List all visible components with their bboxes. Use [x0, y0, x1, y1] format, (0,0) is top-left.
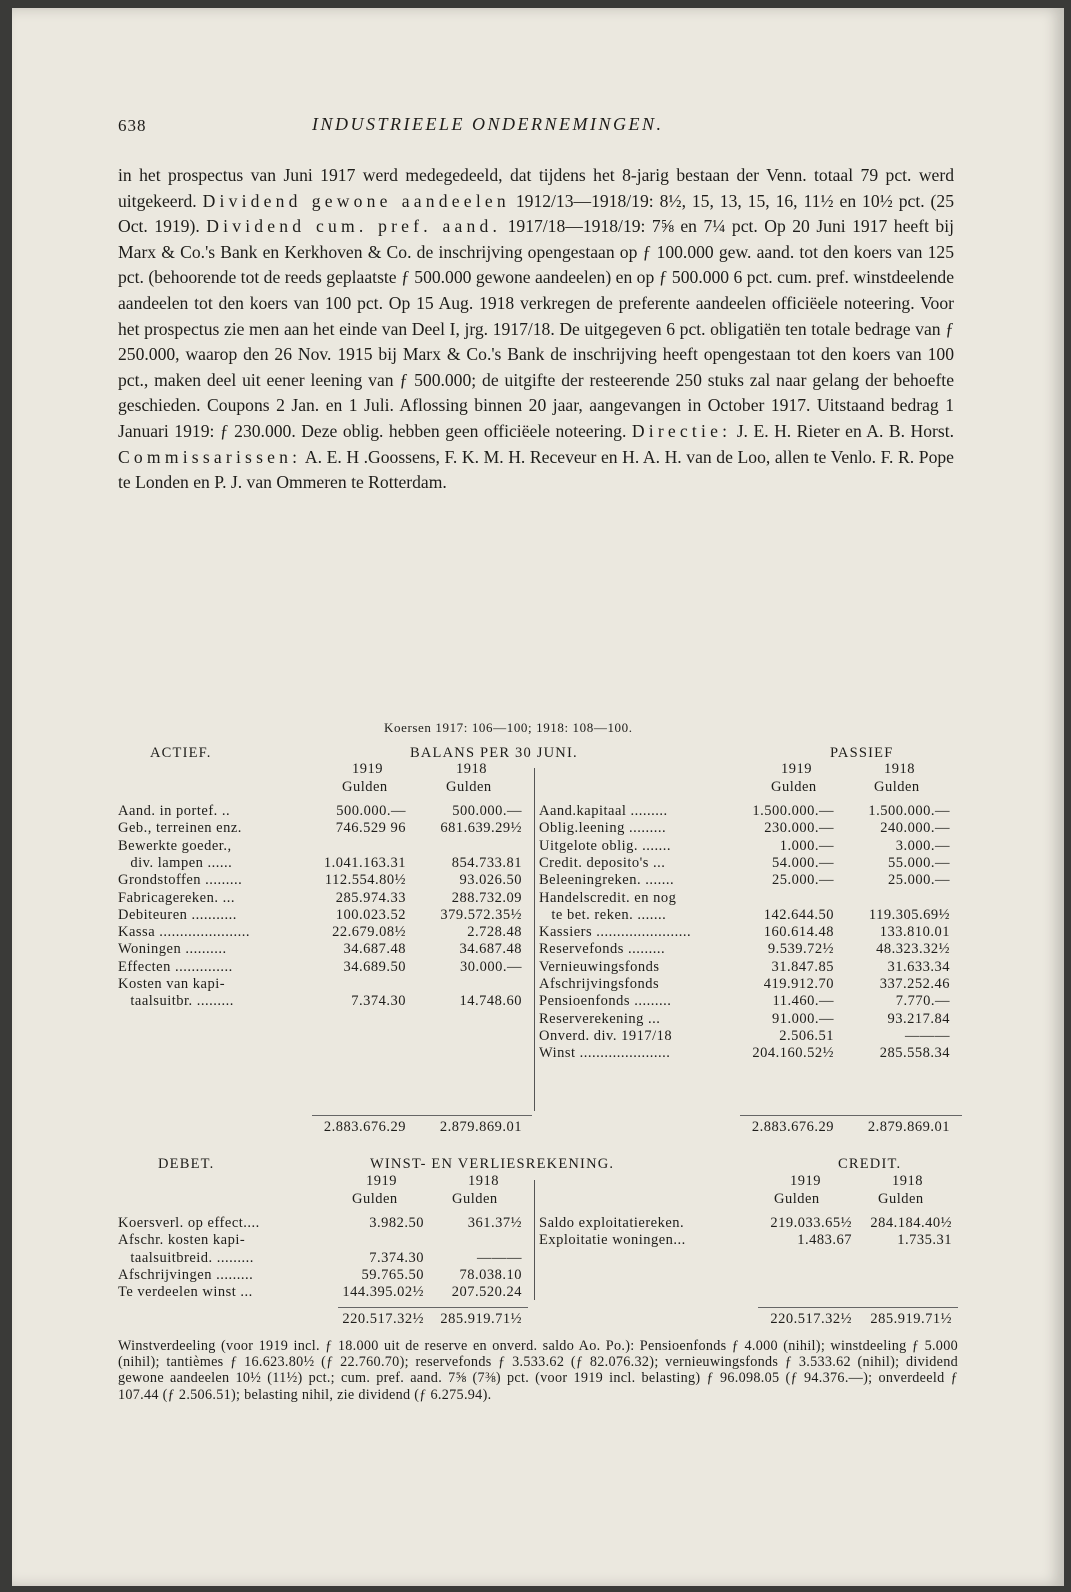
ledger-label: taalsuitbr. .........	[118, 993, 234, 1010]
ledger-value-1919: 91.000.—	[772, 1010, 834, 1027]
ledger-value-1919: 285.974.33	[335, 889, 406, 906]
ledger-value-1919: 219.033.65½	[770, 1215, 852, 1231]
ledger-value-1918: ———	[477, 1249, 522, 1266]
spaced-heading-commissarissen: Commissarissen:	[118, 446, 302, 467]
ledger-value-1918: 7.770.—	[895, 993, 950, 1010]
ledger-value-1918: 379.572.35½	[440, 906, 522, 923]
ledger-label: Reservefonds .........	[539, 941, 666, 958]
ledger-label: Debiteuren ...........	[118, 906, 237, 923]
total-passief-1919: 2.883.676.29	[751, 1119, 834, 1135]
ledger-label: Vernieuwingsfonds	[539, 958, 660, 975]
ledger-label: Effecten ..............	[118, 958, 233, 975]
ledger-label: Kassiers .......................	[539, 924, 692, 941]
year-header: 1919	[366, 1173, 397, 1189]
debet-title: DEBET.	[158, 1156, 215, 1172]
ledger-value-1918: 93.026.50	[459, 872, 522, 889]
unit-header: Gulden	[342, 779, 388, 795]
body-segment: 1917/18—1918/19: 7⅝ en 7¼ pct. Op 20 Juni 1917 heeft bij Marx & Co.'s Bank en Kerkhoven & Co. de inschrijving opengestaan op ƒ 100.000 gew. aand. tot den koers van 125 pct. (behoorende tot de reeds geplaatste ƒ 500.000 gewone aandeelen) en op ƒ 500.000 6 pct. cum. pref. winstdeelende aandeelen tot den koers van 100 pct. Op 15 Aug. 1918 verkregen de preferente aandeelen officiëele noteering. Voor het prospectus zie men aan het einde van Deel I, jrg. 1917/18. De uitgegeven 6 pct. obligatiën ten totale bedrage van ƒ 250.000, waarop den 26 Nov. 1915 bij Marx & Co.'s Bank de inschrijving heeft opengestaan tot den koers van 100 pct., maken deel uit eener leening van ƒ 500.000; de uitgifte der resteerende 250 stuks zal naar gelang der behoefte geschieden. Coupons 2 Jan. en 1 Juli. Aflossing binnen 20 jaar, aangevangen in October 1917. Uitstaand bedrag 1 Januari 1919: ƒ 230.000. Deze oblig. hebben geen officiëele noteering.	[118, 216, 954, 441]
unit-header: Gulden	[774, 1191, 820, 1207]
ledger-label: Afschrijvingsfonds	[539, 976, 660, 992]
ledger-label: Oblig.leening .........	[539, 820, 667, 837]
ledger-value-1918: 361.37½	[467, 1215, 522, 1231]
ledger-label: Afschr. kosten kapi-	[118, 1232, 246, 1249]
total-actief-1919: 2.883.676.29	[323, 1119, 406, 1135]
ledger-label: Fabricagereken. ...	[118, 889, 235, 906]
winstverdeeling-note: Winstverdeeling (voor 1919 incl. ƒ 18.000 uit de reserve en onverd. saldo Ao. Po.): Pensioenfonds ƒ 4.000 (nihil); winstdeeling ƒ 5.000 (nihil); tantièmes ƒ 16.623.80½ (ƒ 22.760.70); reservefonds ƒ 3.533.62 (ƒ 82.076.32); vernieuwingsfonds ƒ 3.533.62 (nihil); dividend gewone aandeelen 10½ (11½) pct.; cum. pref. aand. 7⅝ (7⅜) pct. (voor 1919 incl. belasting) ƒ 96.098.05 (ƒ 94.376.—); onverdeeld ƒ 107.44 (ƒ 2.506.51); belasting nihil, zie dividend (ƒ 6.275.94).	[118, 1338, 958, 1403]
ledger-label: Kassa ......................	[118, 924, 251, 941]
total-passief-1918: 2.879.869.01	[867, 1119, 950, 1135]
ledger-label: Aand.kapitaal .........	[539, 803, 668, 819]
ledger-label: Woningen ..........	[118, 941, 227, 958]
ledger-value-1918: 93.217.84	[887, 1010, 950, 1027]
koersen-line: Koersen 1917: 106—100; 1918: 108—100.	[384, 720, 633, 735]
ledger-value-1919: 112.554.80½	[324, 872, 406, 889]
total-actief-1918: 2.879.869.01	[439, 1119, 522, 1135]
year-header: 1919	[352, 761, 383, 777]
ledger-label: Aand. in portef. ..	[118, 803, 231, 819]
ledger-label: Afschrijvingen .........	[118, 1266, 254, 1283]
ledger-label: Saldo exploitatiereken.	[539, 1215, 685, 1231]
ledger-value-1918: 48.323.32½	[876, 941, 950, 958]
ledger-value-1918: 1.735.31	[897, 1232, 952, 1249]
total-rule	[338, 1307, 528, 1308]
ledger-value-1918: 681.639.29½	[440, 820, 522, 837]
ledger-label: Kosten van kapi-	[118, 976, 226, 992]
body-segment: A. E. H .Goossens, F. K. M. H. Receveur en H. A. H. van de Loo, allen te Venlo. F. R. Pope te Londen en P. J. van Ommeren te Rotterdam.	[118, 446, 954, 493]
ledger-value-1918: 3.000.—	[895, 837, 950, 854]
ledger-value-1919: 34.687.48	[343, 941, 406, 958]
unit-header: Gulden	[452, 1191, 498, 1207]
ledger-value-1918: 2.728.48	[467, 924, 522, 941]
ledger-value-1919: 2.506.51	[779, 1027, 834, 1044]
passief-title: PASSIEF	[830, 745, 894, 761]
ledger-value-1918: 854.733.81	[451, 854, 522, 871]
ledger-value-1918: 133.810.01	[879, 924, 950, 941]
ledger-value-1919: 7.374.30	[369, 1249, 424, 1266]
unit-header: Gulden	[771, 779, 817, 795]
ledger-value-1918: 78.038.10	[459, 1266, 522, 1283]
total-rule	[312, 1115, 532, 1116]
ledger-label: Credit. deposito's ...	[539, 854, 666, 871]
body-segment: in het prospectus van Juni 1917 werd medegedeeld, dat tijdens het 8-jarig bestaan der Venn. totaal 79 pct. werd uitgekeerd.	[118, 165, 954, 211]
ledger-value-1919: 7.374.30	[351, 993, 406, 1010]
ledger-value-1919: 31.847.85	[771, 958, 834, 975]
ledger-label: Beleeningreken. .......	[539, 872, 675, 889]
spaced-heading-dividend-pref: Dividend cum. pref. aand.	[206, 216, 502, 237]
ledger-value-1919: 25.000.—	[772, 872, 834, 889]
ledger-label: Geb., terreinen enz.	[118, 820, 242, 837]
ledger-value-1918: 31.633.34	[887, 958, 950, 975]
running-title: INDUSTRIEELE ONDERNEMINGEN.	[312, 114, 664, 134]
balans-divider	[534, 768, 535, 1111]
ledger-value-1918: 14.748.60	[459, 993, 522, 1010]
ledger-value-1918: 240.000.—	[880, 820, 950, 837]
body-segment: J. E. H. Rieter en A. B. Horst.	[736, 420, 955, 441]
ledger-value-1918: 30.000.—	[460, 958, 522, 975]
book-page	[12, 8, 1064, 1586]
ledger-value-1919: 204.160.52½	[752, 1045, 834, 1062]
credit-title: CREDIT.	[838, 1156, 902, 1172]
company-description	[118, 163, 954, 496]
total-rule	[740, 1115, 962, 1116]
ledger-label: Handelscredit. en nog	[539, 889, 677, 906]
ledger-value-1918: 207.520.24	[451, 1284, 522, 1301]
actief-title: ACTIEF.	[150, 745, 212, 761]
ledger-value-1918: 119.305.69½	[868, 906, 950, 923]
ledger-value-1919: 230.000.—	[764, 820, 834, 837]
ledger-value-1919: 34.689.50	[343, 958, 406, 975]
ledger-value-1919: 419.912.70	[763, 976, 834, 992]
ledger-label: taalsuitbreid. .........	[118, 1249, 254, 1266]
ledger-label: Koersverl. op effect....	[118, 1215, 260, 1231]
ledger-value-1919: 100.023.52	[335, 906, 406, 923]
ledger-value-1918: 284.184.40½	[870, 1215, 952, 1231]
year-header: 1918	[456, 761, 487, 777]
ledger-value-1919: 142.644.50	[763, 906, 834, 923]
year-header: 1918	[468, 1173, 499, 1189]
ledger-label: Uitgelote oblig. .......	[539, 837, 672, 854]
ledger-value-1919: 144.395.02½	[342, 1284, 424, 1301]
ledger-label: Winst ......................	[539, 1045, 671, 1062]
unit-header: Gulden	[352, 1191, 398, 1207]
ledger-value-1919: 1.000.—	[779, 837, 834, 854]
ledger-value-1918: 34.687.48	[459, 941, 522, 958]
ledger-value-1919: 746.529 96	[335, 820, 406, 837]
total-debet-1919: 220.517.32½	[342, 1311, 424, 1327]
ledger-label: Bewerkte goeder.,	[118, 837, 232, 854]
ledger-value-1919: 22.679.08½	[332, 924, 406, 941]
year-header: 1918	[884, 761, 915, 777]
ledger-label: Grondstoffen .........	[118, 872, 243, 889]
ledger-value-1918: 288.732.09	[451, 889, 522, 906]
page-number: 638	[118, 116, 147, 135]
total-rule	[758, 1307, 958, 1308]
total-debet-1918: 285.919.71½	[440, 1311, 522, 1327]
ledger-value-1918: 500.000.—	[452, 803, 522, 819]
ledger-value-1919: 500.000.—	[336, 803, 406, 819]
winst-title: WINST- EN VERLIESREKENING.	[370, 1156, 615, 1172]
spaced-heading-directie: Directie:	[631, 420, 732, 441]
total-credit-1918: 285.919.71½	[870, 1311, 952, 1327]
balans-title: BALANS PER 30 JUNI.	[410, 745, 578, 761]
ledger-value-1918: 55.000.—	[888, 854, 950, 871]
ledger-value-1919: 1.483.67	[797, 1232, 852, 1249]
ledger-value-1919: 9.539.72½	[767, 941, 834, 958]
ledger-value-1918: 25.000.—	[888, 872, 950, 889]
ledger-value-1919: 11.460.—	[772, 993, 834, 1010]
ledger-label: Onverd. div. 1917/18	[539, 1027, 673, 1044]
unit-header: Gulden	[874, 779, 920, 795]
ledger-value-1919: 54.000.—	[772, 854, 834, 871]
year-header: 1918	[892, 1173, 923, 1189]
ledger-value-1918: 337.252.46	[879, 976, 950, 992]
ledger-value-1918: ———	[905, 1027, 950, 1044]
ledger-label: Exploitatie woningen...	[539, 1232, 686, 1249]
ledger-label: Pensioenfonds .........	[539, 993, 672, 1010]
ledger-value-1918: 1.500.000.—	[868, 803, 950, 819]
ledger-label: Te verdeelen winst ...	[118, 1284, 253, 1301]
ledger-value-1919: 1.041.163.31	[323, 854, 406, 871]
ledger-value-1919: 160.614.48	[763, 924, 834, 941]
ledger-value-1919: 3.982.50	[369, 1215, 424, 1231]
ledger-value-1919: 1.500.000.—	[752, 803, 834, 819]
spaced-heading-dividend-gewone: Dividend gewone aandeelen	[202, 190, 510, 211]
total-credit-1919: 220.517.32½	[770, 1311, 852, 1327]
body-segment: 1912/13—1918/19: 8½, 15, 13, 15, 16, 11½ en 10½ pct. (25 Oct. 1919).	[118, 190, 954, 237]
ledger-value-1919: 59.765.50	[361, 1266, 424, 1283]
ledger-label: Reserverekening ...	[539, 1010, 661, 1027]
unit-header: Gulden	[878, 1191, 924, 1207]
unit-header: Gulden	[446, 779, 492, 795]
year-header: 1919	[790, 1173, 821, 1189]
year-header: 1919	[781, 761, 812, 777]
ledger-value-1918: 285.558.34	[879, 1045, 950, 1062]
ledger-label: div. lampen ......	[118, 854, 233, 871]
ledger-label: te bet. reken. .......	[539, 906, 667, 923]
winst-divider	[534, 1180, 535, 1300]
